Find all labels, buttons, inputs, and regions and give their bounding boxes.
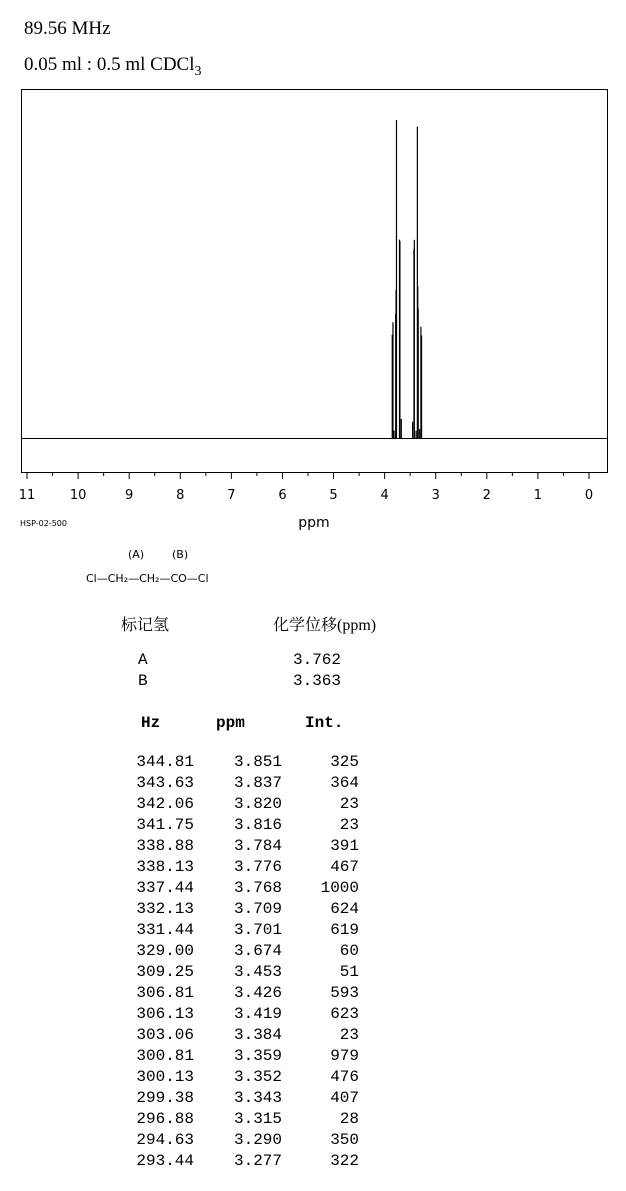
peak-hz-cell: 293.44 <box>136 1152 194 1170</box>
peak-hz-cell: 341.75 <box>136 816 194 834</box>
assignment-shift-a: 3.762 <box>293 651 342 669</box>
peak-ppm-cell: 3.359 <box>233 1047 282 1065</box>
peak-ppm-cell: 3.384 <box>233 1026 282 1044</box>
x-tick-label: 11 <box>18 488 36 503</box>
peak-int-cell: 350 <box>330 1131 359 1149</box>
peak-int-cell: 364 <box>330 774 359 792</box>
peak-int-cell: 322 <box>330 1152 359 1170</box>
peak-ppm-cell: 3.277 <box>233 1152 282 1170</box>
peak-int-cell: 325 <box>330 753 359 771</box>
peak-hz-cell: 294.63 <box>136 1131 194 1149</box>
peak-hz-cell: 338.13 <box>136 858 194 876</box>
peak-table-header-int: Int. <box>305 714 344 732</box>
peak-int-cell: 467 <box>330 858 359 876</box>
x-tick-label: 7 <box>227 488 236 503</box>
peak-int-cell: 28 <box>339 1110 359 1128</box>
peak-int-cell: 1000 <box>320 879 359 897</box>
peak-hz-cell: 306.81 <box>136 984 194 1002</box>
x-tick-label: 8 <box>176 488 185 503</box>
frequency-label: 89.56 MHz <box>24 18 111 39</box>
peak-ppm-cell: 3.851 <box>233 753 282 771</box>
peak-ppm-cell: 3.701 <box>233 921 282 939</box>
x-axis-label: ppm <box>298 515 330 531</box>
solvent-text: 0.05 ml : 0.5 ml CDCl <box>24 54 195 75</box>
peak-hz-cell: 338.88 <box>136 837 194 855</box>
peak-ppm-cell: 3.709 <box>233 900 282 918</box>
peak-hz-cell: 300.81 <box>136 1047 194 1065</box>
structure-label-a: (A) <box>128 548 145 561</box>
x-tick-label: 2 <box>482 488 491 503</box>
peak-ppm-cell: 3.784 <box>233 837 282 855</box>
peak-ppm-cell: 3.820 <box>233 795 282 813</box>
peak-hz-cell: 331.44 <box>136 921 194 939</box>
peak-ppm-cell: 3.776 <box>233 858 282 876</box>
peak-table-header-ppm: ppm <box>216 714 245 732</box>
peak-hz-cell: 299.38 <box>136 1089 194 1107</box>
peak-hz-cell: 309.25 <box>136 963 194 981</box>
peak-int-cell: 23 <box>339 1026 359 1044</box>
peak-int-cell: 391 <box>330 837 359 855</box>
plot-frame <box>22 90 608 473</box>
peak-int-cell: 619 <box>330 921 359 939</box>
peak-ppm-cell: 3.816 <box>233 816 282 834</box>
peak-ppm-cell: 3.315 <box>233 1110 282 1128</box>
peak-hz-cell: 329.00 <box>136 942 194 960</box>
peak-int-cell: 593 <box>330 984 359 1002</box>
peak-int-cell: 23 <box>339 816 359 834</box>
assignment-label-b: B <box>138 672 148 690</box>
x-tick-label: 0 <box>584 488 594 503</box>
x-tick-label: 4 <box>380 488 389 503</box>
peak-int-cell: 23 <box>339 795 359 813</box>
peak-ppm-cell: 3.837 <box>233 774 282 792</box>
peak-int-cell: 407 <box>330 1089 359 1107</box>
peak-hz-cell: 306.13 <box>136 1005 194 1023</box>
peak-ppm-cell: 3.352 <box>233 1068 282 1086</box>
peak-ppm-cell: 3.674 <box>233 942 282 960</box>
peak-int-cell: 624 <box>330 900 359 918</box>
peak-hz-cell: 332.13 <box>136 900 194 918</box>
peak-hz-cell: 303.06 <box>136 1026 194 1044</box>
peak-table-header-hz: Hz <box>141 714 161 732</box>
peak-int-cell: 979 <box>330 1047 359 1065</box>
peak-ppm-cell: 3.419 <box>233 1005 282 1023</box>
assignment-header-shift: 化学位移(ppm) <box>273 617 377 634</box>
x-tick-label: 5 <box>329 488 338 503</box>
peak-ppm-cell: 3.426 <box>233 984 282 1002</box>
peak-ppm-cell: 3.343 <box>233 1089 282 1107</box>
peak-int-cell: 60 <box>339 942 359 960</box>
x-tick-label: 3 <box>431 488 440 503</box>
peak-lines <box>392 120 421 438</box>
structure-formula-text: Cl—CH₂—CH₂—CO—Cl <box>86 572 209 585</box>
peak-ppm-cell: 3.768 <box>233 879 282 897</box>
x-axis-ticks <box>19 472 593 503</box>
peak-int-cell: 623 <box>330 1005 359 1023</box>
assignment-label-a: A <box>138 651 148 669</box>
assignment-header-label: 标记氢 <box>121 617 170 634</box>
nmr-spectrum-chart <box>0 0 626 540</box>
x-tick-label: 10 <box>69 488 87 503</box>
solvent-subscript: 3 <box>194 63 202 79</box>
peak-hz-cell: 300.13 <box>136 1068 194 1086</box>
peak-int-cell: 51 <box>339 963 359 981</box>
x-tick-label: 9 <box>125 488 134 503</box>
x-tick-label: 1 <box>533 488 543 503</box>
peak-hz-cell: 342.06 <box>136 795 194 813</box>
structure-label-b: (B) <box>172 548 189 561</box>
spectrum-code: HSP-02-500 <box>20 519 67 528</box>
peak-ppm-cell: 3.453 <box>233 963 282 981</box>
x-tick-label: 6 <box>278 488 287 503</box>
peak-hz-cell: 344.81 <box>136 753 194 771</box>
peak-ppm-cell: 3.290 <box>233 1131 282 1149</box>
peak-hz-cell: 337.44 <box>136 879 194 897</box>
peak-hz-cell: 343.63 <box>136 774 194 792</box>
peak-hz-cell: 296.88 <box>136 1110 194 1128</box>
peak-int-cell: 476 <box>330 1068 359 1086</box>
assignment-shift-b: 3.363 <box>293 672 342 690</box>
